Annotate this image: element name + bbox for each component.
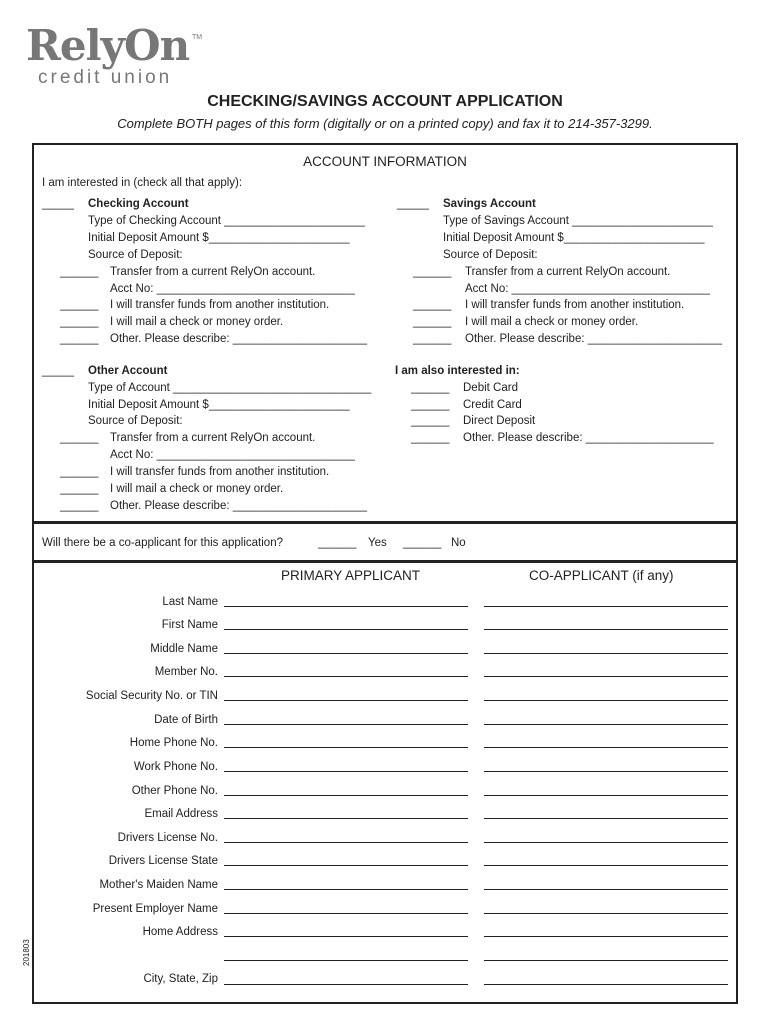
checking-acct[interactable]: Acct No: _______________________________ — [110, 283, 355, 295]
primary-home-address-line-2[interactable] — [224, 960, 468, 961]
primary-dl-no-line[interactable] — [224, 842, 468, 843]
savings-other-inst: I will transfer funds from another institution. — [465, 299, 685, 311]
savings-other-blank[interactable]: ______ — [413, 333, 452, 345]
account-info-heading: ACCOUNT INFORMATION — [303, 154, 467, 169]
other-account-type[interactable]: Type of Account _______________________________ — [88, 382, 372, 394]
savings-source: Source of Deposit: — [443, 249, 538, 261]
also-other-blank[interactable]: ______ — [411, 432, 450, 444]
co-home-address-line-2[interactable] — [484, 960, 728, 961]
co-ssn-line[interactable] — [484, 700, 728, 701]
primary-maiden-line[interactable] — [224, 889, 468, 890]
other-account-label: Other Account — [88, 365, 168, 377]
primary-home-address-line[interactable] — [224, 936, 468, 937]
co-middle-name-line[interactable] — [484, 653, 728, 654]
label-maiden: Mother's Maiden Name — [99, 879, 218, 891]
other-other[interactable]: Other. Please describe: _____________________ — [110, 500, 368, 512]
primary-other-phone-line[interactable] — [224, 795, 468, 796]
co-work-phone-line[interactable] — [484, 771, 728, 772]
other-account-source: Source of Deposit: — [88, 415, 183, 427]
checking-other-inst: I will transfer funds from another institution. — [110, 299, 330, 311]
label-home-address: Home Address — [142, 926, 218, 938]
co-other-phone-line[interactable] — [484, 795, 728, 796]
also-interested-label: I am also interested in: — [395, 365, 520, 377]
direct-deposit: Direct Deposit — [463, 415, 536, 427]
label-middle-name: Middle Name — [150, 643, 218, 655]
co-member-no-line[interactable] — [484, 676, 728, 677]
other-account-deposit[interactable]: Initial Deposit Amount $______________________ — [88, 399, 350, 411]
checking-transfer: Transfer from a current RelyOn account. — [110, 266, 316, 278]
relyon-logo — [26, 21, 203, 88]
other-inst-blank[interactable]: ______ — [60, 466, 99, 478]
label-email: Email Address — [144, 808, 218, 820]
co-home-address-line[interactable] — [484, 936, 728, 937]
label-dl-state: Drivers License State — [108, 855, 218, 867]
other-account-blank[interactable]: _____ — [42, 365, 74, 377]
primary-home-phone-line[interactable] — [224, 747, 468, 748]
coapplicant-no-blank[interactable]: ______ — [403, 537, 442, 549]
checking-transfer-blank[interactable]: ______ — [60, 266, 99, 278]
checking-type[interactable]: Type of Checking Account ______________________ — [88, 215, 365, 227]
label-employer: Present Employer Name — [92, 903, 218, 915]
primary-middle-name-line[interactable] — [224, 653, 468, 654]
label-first-name: First Name — [161, 619, 218, 631]
savings-type[interactable]: Type of Savings Account ______________________ — [443, 215, 713, 227]
co-maiden-line[interactable] — [484, 889, 728, 890]
debit-card: Debit Card — [463, 382, 518, 394]
label-home-phone: Home Phone No. — [129, 737, 218, 749]
interest-prompt: I am interested in (check all that apply): — [42, 177, 243, 189]
other-acct[interactable]: Acct No: _______________________________ — [110, 449, 355, 461]
checking-mail: I will mail a check or money order. — [110, 316, 284, 328]
other-mail: I will mail a check or money order. — [110, 483, 284, 495]
primary-city-state-zip-line[interactable] — [224, 984, 468, 985]
credit-card: Credit Card — [463, 399, 522, 411]
label-last-name: Last Name — [162, 596, 218, 608]
label-ssn: Social Security No. or TIN — [85, 690, 218, 702]
coapplicant-yes-blank[interactable]: ______ — [318, 537, 357, 549]
other-mail-blank[interactable]: ______ — [60, 483, 99, 495]
checking-other[interactable]: Other. Please describe: _____________________ — [110, 333, 368, 345]
other-other-inst: I will transfer funds from another institution. — [110, 466, 330, 478]
co-dl-no-line[interactable] — [484, 842, 728, 843]
co-email-line[interactable] — [484, 818, 728, 819]
label-other-phone: Other Phone No. — [131, 785, 218, 797]
co-dob-line[interactable] — [484, 724, 728, 725]
credit-blank[interactable]: ______ — [411, 399, 450, 411]
primary-employer-line[interactable] — [224, 913, 468, 914]
label-city-state-zip: City, State, Zip — [143, 973, 218, 985]
label-work-phone: Work Phone No. — [133, 761, 218, 773]
form-title: CHECKING/SAVINGS ACCOUNT APPLICATION — [207, 93, 563, 110]
also-other[interactable]: Other. Please describe: ____________________ — [463, 432, 714, 444]
applicant-section — [32, 561, 738, 1004]
debit-blank[interactable]: ______ — [411, 382, 450, 394]
coapplicant-no-label: No — [451, 537, 466, 549]
co-dl-state-line[interactable] — [484, 865, 728, 866]
primary-last-name-line[interactable] — [224, 606, 468, 607]
checking-deposit[interactable]: Initial Deposit Amount $______________________ — [88, 232, 350, 244]
primary-dl-state-line[interactable] — [224, 865, 468, 866]
primary-work-phone-line[interactable] — [224, 771, 468, 772]
coapplicant-yes-label: Yes — [368, 537, 387, 549]
savings-inst-blank[interactable]: ______ — [413, 299, 452, 311]
co-home-phone-line[interactable] — [484, 747, 728, 748]
savings-other[interactable]: Other. Please describe: _____________________ — [465, 333, 723, 345]
savings-transfer: Transfer from a current RelyOn account. — [465, 266, 671, 278]
primary-member-no-line[interactable] — [224, 676, 468, 677]
savings-blank[interactable]: _____ — [397, 198, 429, 210]
form-subtitle: Complete BOTH pages of this form (digitally or on a printed copy) and fax it to 214-357-3299. — [117, 116, 653, 131]
co-city-state-zip-line[interactable] — [484, 984, 728, 985]
logo-brand: RelyOn — [26, 21, 190, 70]
primary-dob-line[interactable] — [224, 724, 468, 725]
checking-mail-blank[interactable]: ______ — [60, 316, 99, 328]
other-other-blank[interactable]: ______ — [60, 500, 99, 512]
logo-trademark: TM — [192, 34, 203, 41]
savings-mail: I will mail a check or money order. — [465, 316, 639, 328]
co-first-name-line[interactable] — [484, 629, 728, 630]
checking-blank[interactable]: _____ — [42, 198, 74, 210]
label-member-no: Member No. — [154, 666, 218, 678]
revision-code: 201803 — [22, 939, 31, 966]
primary-first-name-line[interactable] — [224, 629, 468, 630]
checking-source: Source of Deposit: — [88, 249, 183, 261]
savings-deposit[interactable]: Initial Deposit Amount $______________________ — [443, 232, 705, 244]
primary-email-line[interactable] — [224, 818, 468, 819]
label-dl-no: Drivers License No. — [117, 832, 218, 844]
co-last-name-line[interactable] — [484, 606, 728, 607]
other-transfer: Transfer from a current RelyOn account. — [110, 432, 316, 444]
savings-transfer-blank[interactable]: ______ — [413, 266, 452, 278]
savings-label: Savings Account — [443, 198, 536, 210]
checking-inst-blank[interactable]: ______ — [60, 299, 99, 311]
coapplicant-question: Will there be a co-applicant for this application? — [42, 537, 283, 549]
primary-applicant-heading: PRIMARY APPLICANT — [281, 568, 421, 583]
checking-other-blank[interactable]: ______ — [60, 333, 99, 345]
savings-mail-blank[interactable]: ______ — [413, 316, 452, 328]
label-dob: Date of Birth — [154, 714, 218, 726]
direct-blank[interactable]: ______ — [411, 415, 450, 427]
primary-ssn-line[interactable] — [224, 700, 468, 701]
co-employer-line[interactable] — [484, 913, 728, 914]
checking-label: Checking Account — [88, 198, 189, 210]
savings-acct[interactable]: Acct No: _______________________________ — [465, 283, 710, 295]
logo-subtitle: credit union — [38, 67, 173, 88]
other-transfer-blank[interactable]: ______ — [60, 432, 99, 444]
co-applicant-heading: CO-APPLICANT (if any) — [529, 568, 674, 583]
